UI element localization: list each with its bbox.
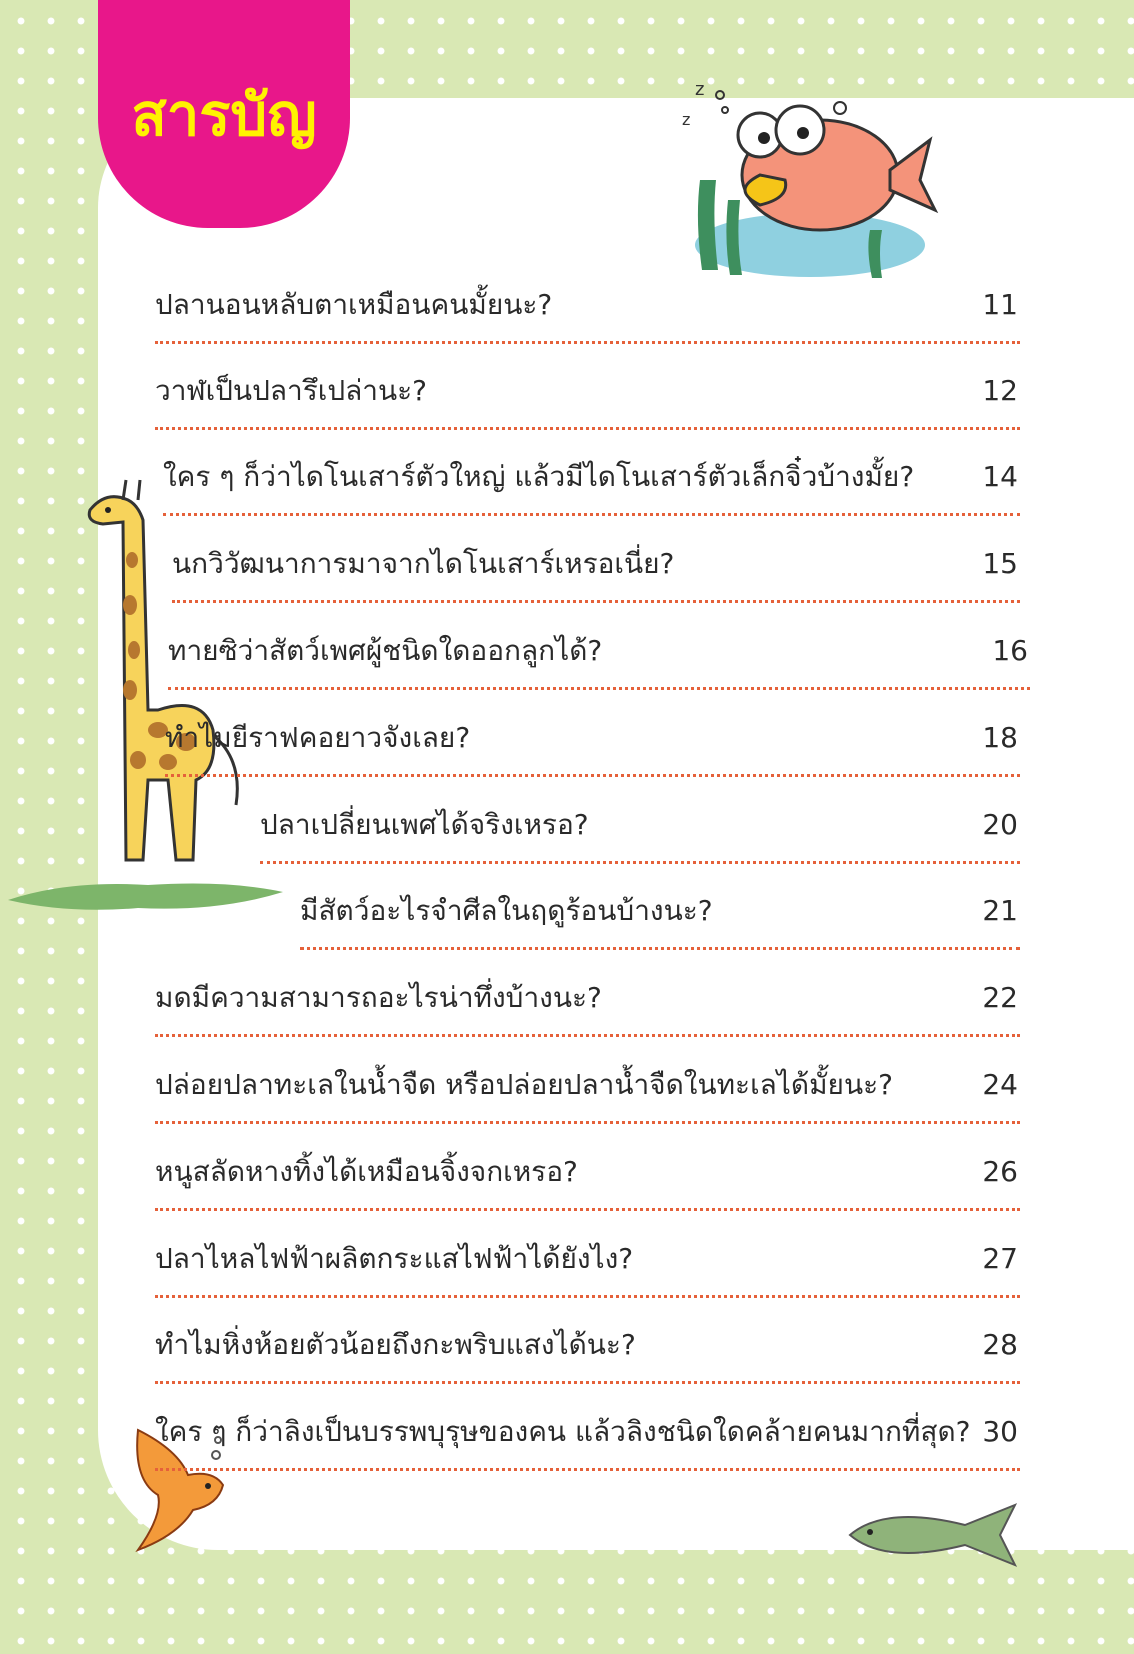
toc-row[interactable] xyxy=(155,1059,1020,1129)
toc-row[interactable] xyxy=(260,799,1020,869)
toc-label: วาฬเป็นปลารึเปล่านะ? xyxy=(155,374,428,407)
toc-label: ทำไมหิ่งห้อยตัวน้อยถึงกะพริบแสงได้นะ? xyxy=(155,1328,636,1361)
toc-row[interactable] xyxy=(155,1406,1020,1476)
toc-page-number: 21 xyxy=(982,894,1018,927)
toc-page-number: 12 xyxy=(982,374,1018,407)
page-title: สารบัญ xyxy=(131,80,317,149)
toc-page-number: 11 xyxy=(982,288,1018,321)
dotted-leader xyxy=(260,861,1020,864)
dotted-leader xyxy=(155,1468,1020,1471)
toc-row[interactable] xyxy=(155,1319,1020,1389)
toc-label: ทำไมยีราฟคอยาวจังเลย? xyxy=(165,721,471,754)
dotted-leader xyxy=(163,513,1020,516)
toc-page-number: 16 xyxy=(992,634,1028,667)
dotted-leader xyxy=(155,1208,1020,1211)
toc-row[interactable] xyxy=(165,712,1020,782)
toc-label: ปลาเปลี่ยนเพศได้จริงเหรอ? xyxy=(260,808,589,841)
toc-page-number: 27 xyxy=(982,1242,1018,1275)
toc-row[interactable] xyxy=(155,365,1020,435)
dotted-leader xyxy=(168,687,1030,690)
toc-page-number: 24 xyxy=(982,1068,1018,1101)
toc-page-number: 26 xyxy=(982,1155,1018,1188)
dotted-leader xyxy=(172,600,1020,603)
toc-label: มีสัตว์อะไรจำศีลในฤดูร้อนบ้างนะ? xyxy=(300,894,713,927)
dotted-leader xyxy=(155,1295,1020,1298)
dotted-leader xyxy=(155,341,1020,344)
toc-page-number: 18 xyxy=(982,721,1018,754)
toc-label: ใคร ๆ ก็ว่าลิงเป็นบรรพบุรุษของคน แล้วลิงชนิดใดคล้ายคนมากที่สุด? xyxy=(155,1415,971,1448)
toc-page-number: 14 xyxy=(982,460,1018,493)
dotted-leader xyxy=(155,427,1020,430)
toc-label: นกวิวัฒนาการมาจากไดโนเสาร์เหรอเนี่ย? xyxy=(172,547,675,580)
toc-page-number: 15 xyxy=(982,547,1018,580)
toc-page-number: 30 xyxy=(982,1415,1018,1448)
toc-row[interactable] xyxy=(300,885,1020,955)
toc-page-number: 20 xyxy=(982,808,1018,841)
toc-label: มดมีความสามารถอะไรน่าทึ่งบ้างนะ? xyxy=(155,981,602,1014)
toc-row[interactable] xyxy=(168,625,1030,695)
toc-row[interactable] xyxy=(155,279,1020,349)
toc-page-number: 28 xyxy=(982,1328,1018,1361)
dotted-leader xyxy=(155,1381,1020,1384)
toc-row[interactable] xyxy=(155,972,1020,1042)
toc-row[interactable] xyxy=(172,538,1020,608)
toc-row[interactable] xyxy=(155,1233,1020,1303)
toc-row[interactable] xyxy=(155,1146,1020,1216)
toc-label: ทายซิว่าสัตว์เพศผู้ชนิดใดออกลูกได้? xyxy=(168,634,603,667)
green-fish-icon xyxy=(845,1500,1025,1570)
title-tab xyxy=(98,0,350,228)
toc-label: ใคร ๆ ก็ว่าไดโนเสาร์ตัวใหญ่ แล้วมีไดโนเสาร์ตัวเล็กจิ๋วบ้างมั้ย? xyxy=(163,460,915,493)
svg-text:z: z xyxy=(682,110,691,129)
svg-text:z: z xyxy=(695,79,705,100)
dotted-leader xyxy=(155,1034,1020,1037)
sleeping-fish-icon xyxy=(682,79,950,280)
toc-label: ปล่อยปลาทะเลในน้ำจืด หรือปล่อยปลาน้ำจืดในทะเลได้มั้ยนะ? xyxy=(155,1068,893,1101)
dotted-leader xyxy=(300,947,1020,950)
toc-label: ปลาไหลไฟฟ้าผลิตกระแสไฟฟ้าได้ยังไง? xyxy=(155,1242,634,1275)
toc-label: หนูสลัดหางทิ้งได้เหมือนจิ้งจกเหรอ? xyxy=(155,1155,578,1188)
toc-page-number: 22 xyxy=(982,981,1018,1014)
toc-label: ปลานอนหลับตาเหมือนคนมั้ยนะ? xyxy=(155,288,553,321)
toc-row[interactable] xyxy=(163,451,1020,521)
dotted-leader xyxy=(155,1121,1020,1124)
dotted-leader xyxy=(165,774,1020,777)
